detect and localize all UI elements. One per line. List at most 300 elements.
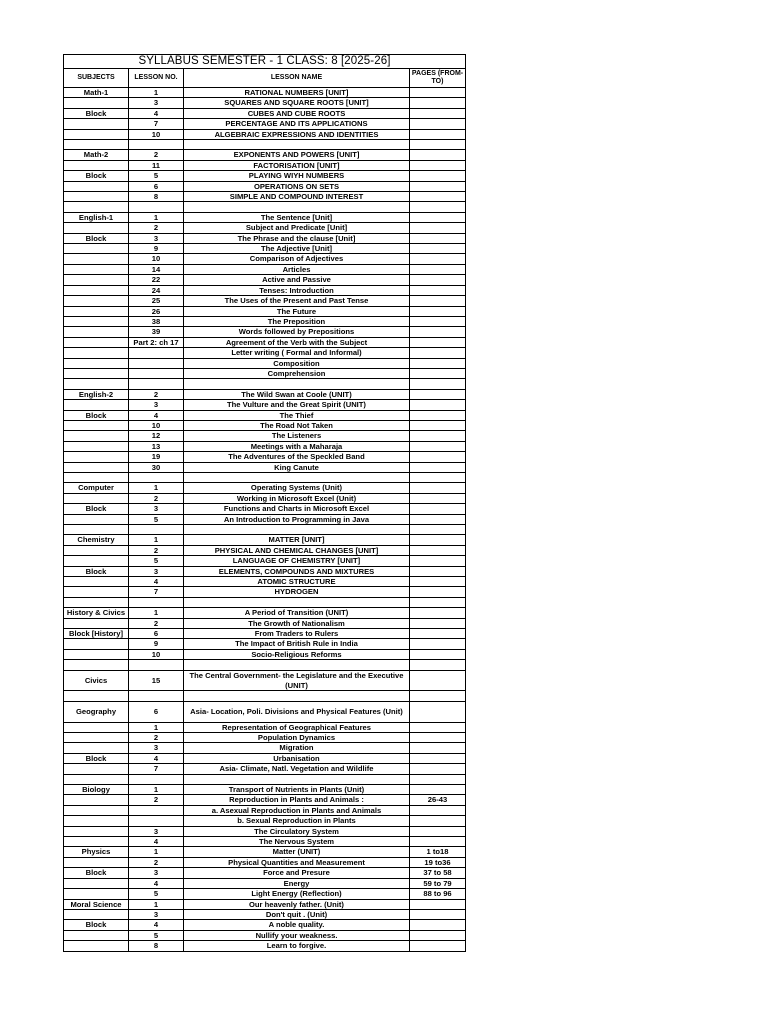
lesson-no-cell xyxy=(129,472,184,482)
table-row xyxy=(64,493,466,503)
subject-cell xyxy=(64,264,129,274)
subject-cell xyxy=(64,909,129,919)
lesson-name-cell: Tenses: Introduction xyxy=(184,285,410,295)
pages-cell xyxy=(410,504,466,514)
table-row xyxy=(64,837,466,847)
lesson-name-cell: Comparison of Adjectives xyxy=(184,254,410,264)
subject-cell xyxy=(64,941,129,951)
lesson-no-cell: 1 xyxy=(129,535,184,545)
lesson-name-cell xyxy=(184,379,410,389)
subject-cell xyxy=(64,358,129,368)
pages-cell xyxy=(410,743,466,753)
subject-cell xyxy=(64,254,129,264)
lesson-no-cell: 3 xyxy=(129,826,184,836)
lesson-name-cell: The Nervous System xyxy=(184,837,410,847)
lesson-no-cell: 3 xyxy=(129,233,184,243)
pages-cell xyxy=(410,493,466,503)
pages-cell xyxy=(410,441,466,451)
lesson-name-cell: Meetings with a Maharaja xyxy=(184,441,410,451)
lesson-no-cell: 3 xyxy=(129,566,184,576)
pages-cell xyxy=(410,733,466,743)
header-subjects: SUBJECTS xyxy=(64,69,129,88)
pages-cell xyxy=(410,629,466,639)
pages-cell xyxy=(410,431,466,441)
subject-cell xyxy=(64,577,129,587)
lesson-name-cell xyxy=(184,597,410,607)
subject-cell xyxy=(64,160,129,170)
lesson-name-cell: Population Dynamics xyxy=(184,733,410,743)
lesson-no-cell: 30 xyxy=(129,462,184,472)
pages-cell xyxy=(410,150,466,160)
pages-cell xyxy=(410,556,466,566)
subject-cell: Block xyxy=(64,504,129,514)
table-row xyxy=(64,264,466,274)
lesson-name-cell: Force and Presure xyxy=(184,868,410,878)
pages-cell xyxy=(410,774,466,784)
lesson-name-cell: SQUARES AND SQUARE ROOTS [UNIT] xyxy=(184,98,410,108)
table-row xyxy=(64,129,466,139)
lesson-no-cell xyxy=(129,805,184,815)
pages-cell xyxy=(410,837,466,847)
lesson-name-cell: RATIONAL NUMBERS [UNIT] xyxy=(184,88,410,98)
subject-cell: Geography xyxy=(64,701,129,722)
pages-cell xyxy=(410,525,466,535)
subject-cell xyxy=(64,618,129,628)
subject-cell xyxy=(64,795,129,805)
lesson-no-cell: 2 xyxy=(129,223,184,233)
lesson-no-cell: 4 xyxy=(129,577,184,587)
lesson-no-cell: 15 xyxy=(129,670,184,691)
table-row xyxy=(64,826,466,836)
table-row xyxy=(64,618,466,628)
pages-cell xyxy=(410,587,466,597)
lesson-no-cell: 3 xyxy=(129,504,184,514)
lesson-no-cell: 14 xyxy=(129,264,184,274)
lesson-no-cell xyxy=(129,816,184,826)
pages-cell xyxy=(410,566,466,576)
lesson-name-cell: The Impact of British Rule in India xyxy=(184,639,410,649)
lesson-name-cell: Learn to forgive. xyxy=(184,941,410,951)
table-row xyxy=(64,400,466,410)
pages-cell xyxy=(410,275,466,285)
subject-cell xyxy=(64,743,129,753)
subject-cell xyxy=(64,275,129,285)
table-row xyxy=(64,847,466,857)
lesson-name-cell: Working in Microsoft Excel (Unit) xyxy=(184,493,410,503)
pages-cell xyxy=(410,306,466,316)
pages-cell xyxy=(410,400,466,410)
lesson-name-cell: Physical Quantities and Measurement xyxy=(184,857,410,867)
subject-cell: Block xyxy=(64,753,129,763)
lesson-name-cell: The Adjective [Unit] xyxy=(184,244,410,254)
subject-cell: History & Civics xyxy=(64,608,129,618)
pages-cell xyxy=(410,129,466,139)
pages-cell xyxy=(410,254,466,264)
table-row xyxy=(64,941,466,951)
subject-cell xyxy=(64,525,129,535)
table-row xyxy=(64,753,466,763)
lesson-no-cell: 25 xyxy=(129,296,184,306)
lesson-name-cell: Urbanisation xyxy=(184,753,410,763)
pages-cell xyxy=(410,181,466,191)
lesson-name-cell: Light Energy (Reflection) xyxy=(184,889,410,899)
lesson-no-cell xyxy=(129,597,184,607)
lesson-name-cell: Articles xyxy=(184,264,410,274)
subject-cell: Block xyxy=(64,171,129,181)
lesson-name-cell: The Phrase and the clause [Unit] xyxy=(184,233,410,243)
subject-cell xyxy=(64,98,129,108)
subject-cell: Math-2 xyxy=(64,150,129,160)
pages-cell xyxy=(410,722,466,732)
pages-cell xyxy=(410,577,466,587)
pages-cell xyxy=(410,545,466,555)
table-row xyxy=(64,774,466,784)
lesson-name-cell: The Preposition xyxy=(184,316,410,326)
lesson-no-cell: 8 xyxy=(129,192,184,202)
subject-cell xyxy=(64,545,129,555)
lesson-no-cell: 1 xyxy=(129,847,184,857)
table-row xyxy=(64,337,466,347)
lesson-name-cell: Operating Systems (Unit) xyxy=(184,483,410,493)
lesson-no-cell: 10 xyxy=(129,129,184,139)
subject-cell: Biology xyxy=(64,785,129,795)
subject-cell xyxy=(64,639,129,649)
pages-cell xyxy=(410,192,466,202)
header-lesson-no: LESSON NO. xyxy=(129,69,184,88)
lesson-name-cell: a. Asexual Reproduction in Plants and Animals xyxy=(184,805,410,815)
lesson-no-cell: Part 2: ch 17 xyxy=(129,337,184,347)
table-row xyxy=(64,306,466,316)
lesson-no-cell: 6 xyxy=(129,701,184,722)
lesson-no-cell: 10 xyxy=(129,254,184,264)
lesson-name-cell: The Listeners xyxy=(184,431,410,441)
lesson-no-cell: 2 xyxy=(129,150,184,160)
lesson-name-cell: PLAYING WIYH NUMBERS xyxy=(184,171,410,181)
table-row xyxy=(64,254,466,264)
pages-cell xyxy=(410,785,466,795)
pages-cell xyxy=(410,108,466,118)
pages-cell xyxy=(410,670,466,691)
lesson-no-cell: 1 xyxy=(129,88,184,98)
pages-cell xyxy=(410,816,466,826)
lesson-no-cell: 10 xyxy=(129,420,184,430)
pages-cell xyxy=(410,597,466,607)
pages-cell xyxy=(410,472,466,482)
lesson-no-cell: 2 xyxy=(129,545,184,555)
pages-cell xyxy=(410,909,466,919)
lesson-name-cell: King Canute xyxy=(184,462,410,472)
table-row xyxy=(64,577,466,587)
title-row xyxy=(64,55,466,69)
subject-cell xyxy=(64,587,129,597)
pages-cell xyxy=(410,826,466,836)
lesson-no-cell xyxy=(129,691,184,701)
table-row xyxy=(64,587,466,597)
table-row xyxy=(64,181,466,191)
lesson-no-cell: 4 xyxy=(129,410,184,420)
table-row xyxy=(64,722,466,732)
lesson-no-cell: 1 xyxy=(129,899,184,909)
subject-cell: Block [History] xyxy=(64,629,129,639)
pages-cell xyxy=(410,899,466,909)
lesson-no-cell: 1 xyxy=(129,785,184,795)
pages-cell xyxy=(410,660,466,670)
subject-cell xyxy=(64,181,129,191)
table-row xyxy=(64,472,466,482)
table-row xyxy=(64,795,466,805)
subject-cell: Civics xyxy=(64,670,129,691)
subject-cell: Block xyxy=(64,920,129,930)
lesson-name-cell: Our heavenly father. (Unit) xyxy=(184,899,410,909)
lesson-no-cell: 38 xyxy=(129,316,184,326)
lesson-no-cell: 12 xyxy=(129,431,184,441)
pages-cell xyxy=(410,691,466,701)
table-row xyxy=(64,566,466,576)
subject-cell xyxy=(64,660,129,670)
pages-cell xyxy=(410,296,466,306)
lesson-no-cell xyxy=(129,525,184,535)
pages-cell: 26-43 xyxy=(410,795,466,805)
subject-cell: Block xyxy=(64,233,129,243)
lesson-name-cell: Migration xyxy=(184,743,410,753)
lesson-name-cell: The Wild Swan at Coole (UNIT) xyxy=(184,389,410,399)
table-row xyxy=(64,98,466,108)
lesson-name-cell: The Road Not Taken xyxy=(184,420,410,430)
table-row xyxy=(64,150,466,160)
table-row xyxy=(64,483,466,493)
lesson-no-cell: 39 xyxy=(129,327,184,337)
subject-cell xyxy=(64,119,129,129)
lesson-no-cell xyxy=(129,358,184,368)
lesson-name-cell: FACTORISATION [UNIT] xyxy=(184,160,410,170)
lesson-no-cell: 10 xyxy=(129,649,184,659)
lesson-no-cell: 4 xyxy=(129,108,184,118)
lesson-no-cell: 6 xyxy=(129,629,184,639)
table-row xyxy=(64,639,466,649)
subject-cell xyxy=(64,764,129,774)
subject-cell xyxy=(64,431,129,441)
pages-cell xyxy=(410,223,466,233)
table-row xyxy=(64,327,466,337)
lesson-name-cell: Functions and Charts in Microsoft Excel xyxy=(184,504,410,514)
table-row xyxy=(64,785,466,795)
subject-cell xyxy=(64,368,129,378)
lesson-name-cell: Asia- Climate, Natl. Vegetation and Wildlife xyxy=(184,764,410,774)
table-row xyxy=(64,358,466,368)
subject-cell xyxy=(64,722,129,732)
table-row xyxy=(64,202,466,212)
lesson-no-cell: 5 xyxy=(129,930,184,940)
lesson-no-cell: 4 xyxy=(129,878,184,888)
pages-cell xyxy=(410,764,466,774)
lesson-name-cell: Comprehension xyxy=(184,368,410,378)
pages-cell xyxy=(410,368,466,378)
subject-cell xyxy=(64,192,129,202)
lesson-name-cell: Energy xyxy=(184,878,410,888)
pages-cell xyxy=(410,119,466,129)
lesson-name-cell: From Traders to Rulers xyxy=(184,629,410,639)
syllabus-title: SYLLABUS SEMESTER - 1 CLASS: 8 [2025-26] xyxy=(64,55,466,69)
pages-cell xyxy=(410,160,466,170)
table-row xyxy=(64,368,466,378)
subject-cell xyxy=(64,691,129,701)
header-lesson-name: LESSON NAME xyxy=(184,69,410,88)
lesson-no-cell xyxy=(129,379,184,389)
subject-cell xyxy=(64,420,129,430)
pages-cell xyxy=(410,483,466,493)
table-row xyxy=(64,878,466,888)
lesson-no-cell: 2 xyxy=(129,857,184,867)
table-row xyxy=(64,504,466,514)
subject-cell xyxy=(64,472,129,482)
pages-cell xyxy=(410,639,466,649)
subject-cell xyxy=(64,129,129,139)
lesson-name-cell: Don't quit . (Unit) xyxy=(184,909,410,919)
lesson-name-cell: OPERATIONS ON SETS xyxy=(184,181,410,191)
lesson-no-cell: 9 xyxy=(129,244,184,254)
pages-cell xyxy=(410,264,466,274)
lesson-name-cell: Composition xyxy=(184,358,410,368)
subject-cell xyxy=(64,597,129,607)
lesson-no-cell: 3 xyxy=(129,868,184,878)
subject-cell xyxy=(64,816,129,826)
pages-cell xyxy=(410,327,466,337)
lesson-name-cell xyxy=(184,202,410,212)
lesson-no-cell: 5 xyxy=(129,171,184,181)
lesson-name-cell: MATTER [UNIT] xyxy=(184,535,410,545)
lesson-name-cell: Active and Passive xyxy=(184,275,410,285)
lesson-no-cell: 24 xyxy=(129,285,184,295)
lesson-name-cell: Subject and Predicate [Unit] xyxy=(184,223,410,233)
pages-cell xyxy=(410,701,466,722)
pages-cell xyxy=(410,285,466,295)
pages-cell xyxy=(410,608,466,618)
lesson-name-cell: Agreement of the Verb with the Subject xyxy=(184,337,410,347)
pages-cell xyxy=(410,348,466,358)
table-row xyxy=(64,160,466,170)
lesson-name-cell: HYDROGEN xyxy=(184,587,410,597)
lesson-name-cell xyxy=(184,660,410,670)
table-row xyxy=(64,629,466,639)
subject-cell xyxy=(64,889,129,899)
lesson-no-cell: 5 xyxy=(129,514,184,524)
subject-cell: English-1 xyxy=(64,212,129,222)
subject-cell xyxy=(64,202,129,212)
lesson-no-cell xyxy=(129,140,184,150)
lesson-name-cell: Representation of Geographical Features xyxy=(184,722,410,732)
table-row xyxy=(64,140,466,150)
table-row xyxy=(64,733,466,743)
table-row xyxy=(64,597,466,607)
lesson-name-cell: The Uses of the Present and Past Tense xyxy=(184,296,410,306)
table-row xyxy=(64,608,466,618)
pages-cell: 19 to36 xyxy=(410,857,466,867)
subject-cell: Math-1 xyxy=(64,88,129,98)
table-row xyxy=(64,431,466,441)
syllabus-table xyxy=(63,54,466,952)
pages-cell xyxy=(410,410,466,420)
lesson-name-cell: The Circulatory System xyxy=(184,826,410,836)
table-row xyxy=(64,889,466,899)
subject-cell xyxy=(64,379,129,389)
lesson-no-cell: 26 xyxy=(129,306,184,316)
subject-cell xyxy=(64,140,129,150)
table-row xyxy=(64,649,466,659)
lesson-name-cell: ELEMENTS, COMPOUNDS AND MIXTURES xyxy=(184,566,410,576)
pages-cell xyxy=(410,420,466,430)
table-row xyxy=(64,192,466,202)
pages-cell: 59 to 79 xyxy=(410,878,466,888)
pages-cell xyxy=(410,212,466,222)
lesson-no-cell xyxy=(129,348,184,358)
lesson-no-cell: 3 xyxy=(129,400,184,410)
subject-cell: English-2 xyxy=(64,389,129,399)
table-row xyxy=(64,420,466,430)
subject-cell: Chemistry xyxy=(64,535,129,545)
table-row xyxy=(64,909,466,919)
table-row xyxy=(64,556,466,566)
pages-cell xyxy=(410,98,466,108)
subject-cell xyxy=(64,316,129,326)
lesson-name-cell: Socio-Religious Reforms xyxy=(184,649,410,659)
table-row xyxy=(64,233,466,243)
pages-cell xyxy=(410,140,466,150)
lesson-name-cell: CUBES AND CUBE ROOTS xyxy=(184,108,410,118)
lesson-no-cell: 22 xyxy=(129,275,184,285)
subject-cell xyxy=(64,556,129,566)
subject-cell: Block xyxy=(64,868,129,878)
pages-cell xyxy=(410,202,466,212)
subject-cell xyxy=(64,400,129,410)
table-row xyxy=(64,285,466,295)
lesson-name-cell: b. Sexual Reproduction in Plants xyxy=(184,816,410,826)
lesson-no-cell: 3 xyxy=(129,909,184,919)
pages-cell xyxy=(410,649,466,659)
lesson-name-cell: PERCENTAGE AND ITS APPLICATIONS xyxy=(184,119,410,129)
table-row xyxy=(64,857,466,867)
subject-cell xyxy=(64,826,129,836)
table-row xyxy=(64,805,466,815)
lesson-no-cell: 5 xyxy=(129,556,184,566)
table-row xyxy=(64,379,466,389)
lesson-no-cell: 8 xyxy=(129,941,184,951)
lesson-no-cell: 6 xyxy=(129,181,184,191)
lesson-name-cell: ATOMIC STRUCTURE xyxy=(184,577,410,587)
lesson-no-cell: 7 xyxy=(129,764,184,774)
subject-cell xyxy=(64,348,129,358)
table-row xyxy=(64,223,466,233)
lesson-name-cell: The Vulture and the Great Spirit (UNIT) xyxy=(184,400,410,410)
lesson-no-cell: 1 xyxy=(129,722,184,732)
lesson-no-cell: 7 xyxy=(129,119,184,129)
lesson-no-cell: 7 xyxy=(129,587,184,597)
lesson-name-cell: LANGUAGE OF CHEMISTRY [UNIT] xyxy=(184,556,410,566)
lesson-no-cell: 2 xyxy=(129,389,184,399)
table-row xyxy=(64,764,466,774)
lesson-no-cell: 1 xyxy=(129,608,184,618)
pages-cell: 1 to18 xyxy=(410,847,466,857)
pages-cell xyxy=(410,753,466,763)
table-row xyxy=(64,868,466,878)
table-row xyxy=(64,701,466,722)
lesson-no-cell xyxy=(129,660,184,670)
lesson-name-cell: The Thief xyxy=(184,410,410,420)
table-row xyxy=(64,525,466,535)
table-row xyxy=(64,899,466,909)
subject-cell xyxy=(64,649,129,659)
table-row xyxy=(64,691,466,701)
lesson-no-cell xyxy=(129,202,184,212)
